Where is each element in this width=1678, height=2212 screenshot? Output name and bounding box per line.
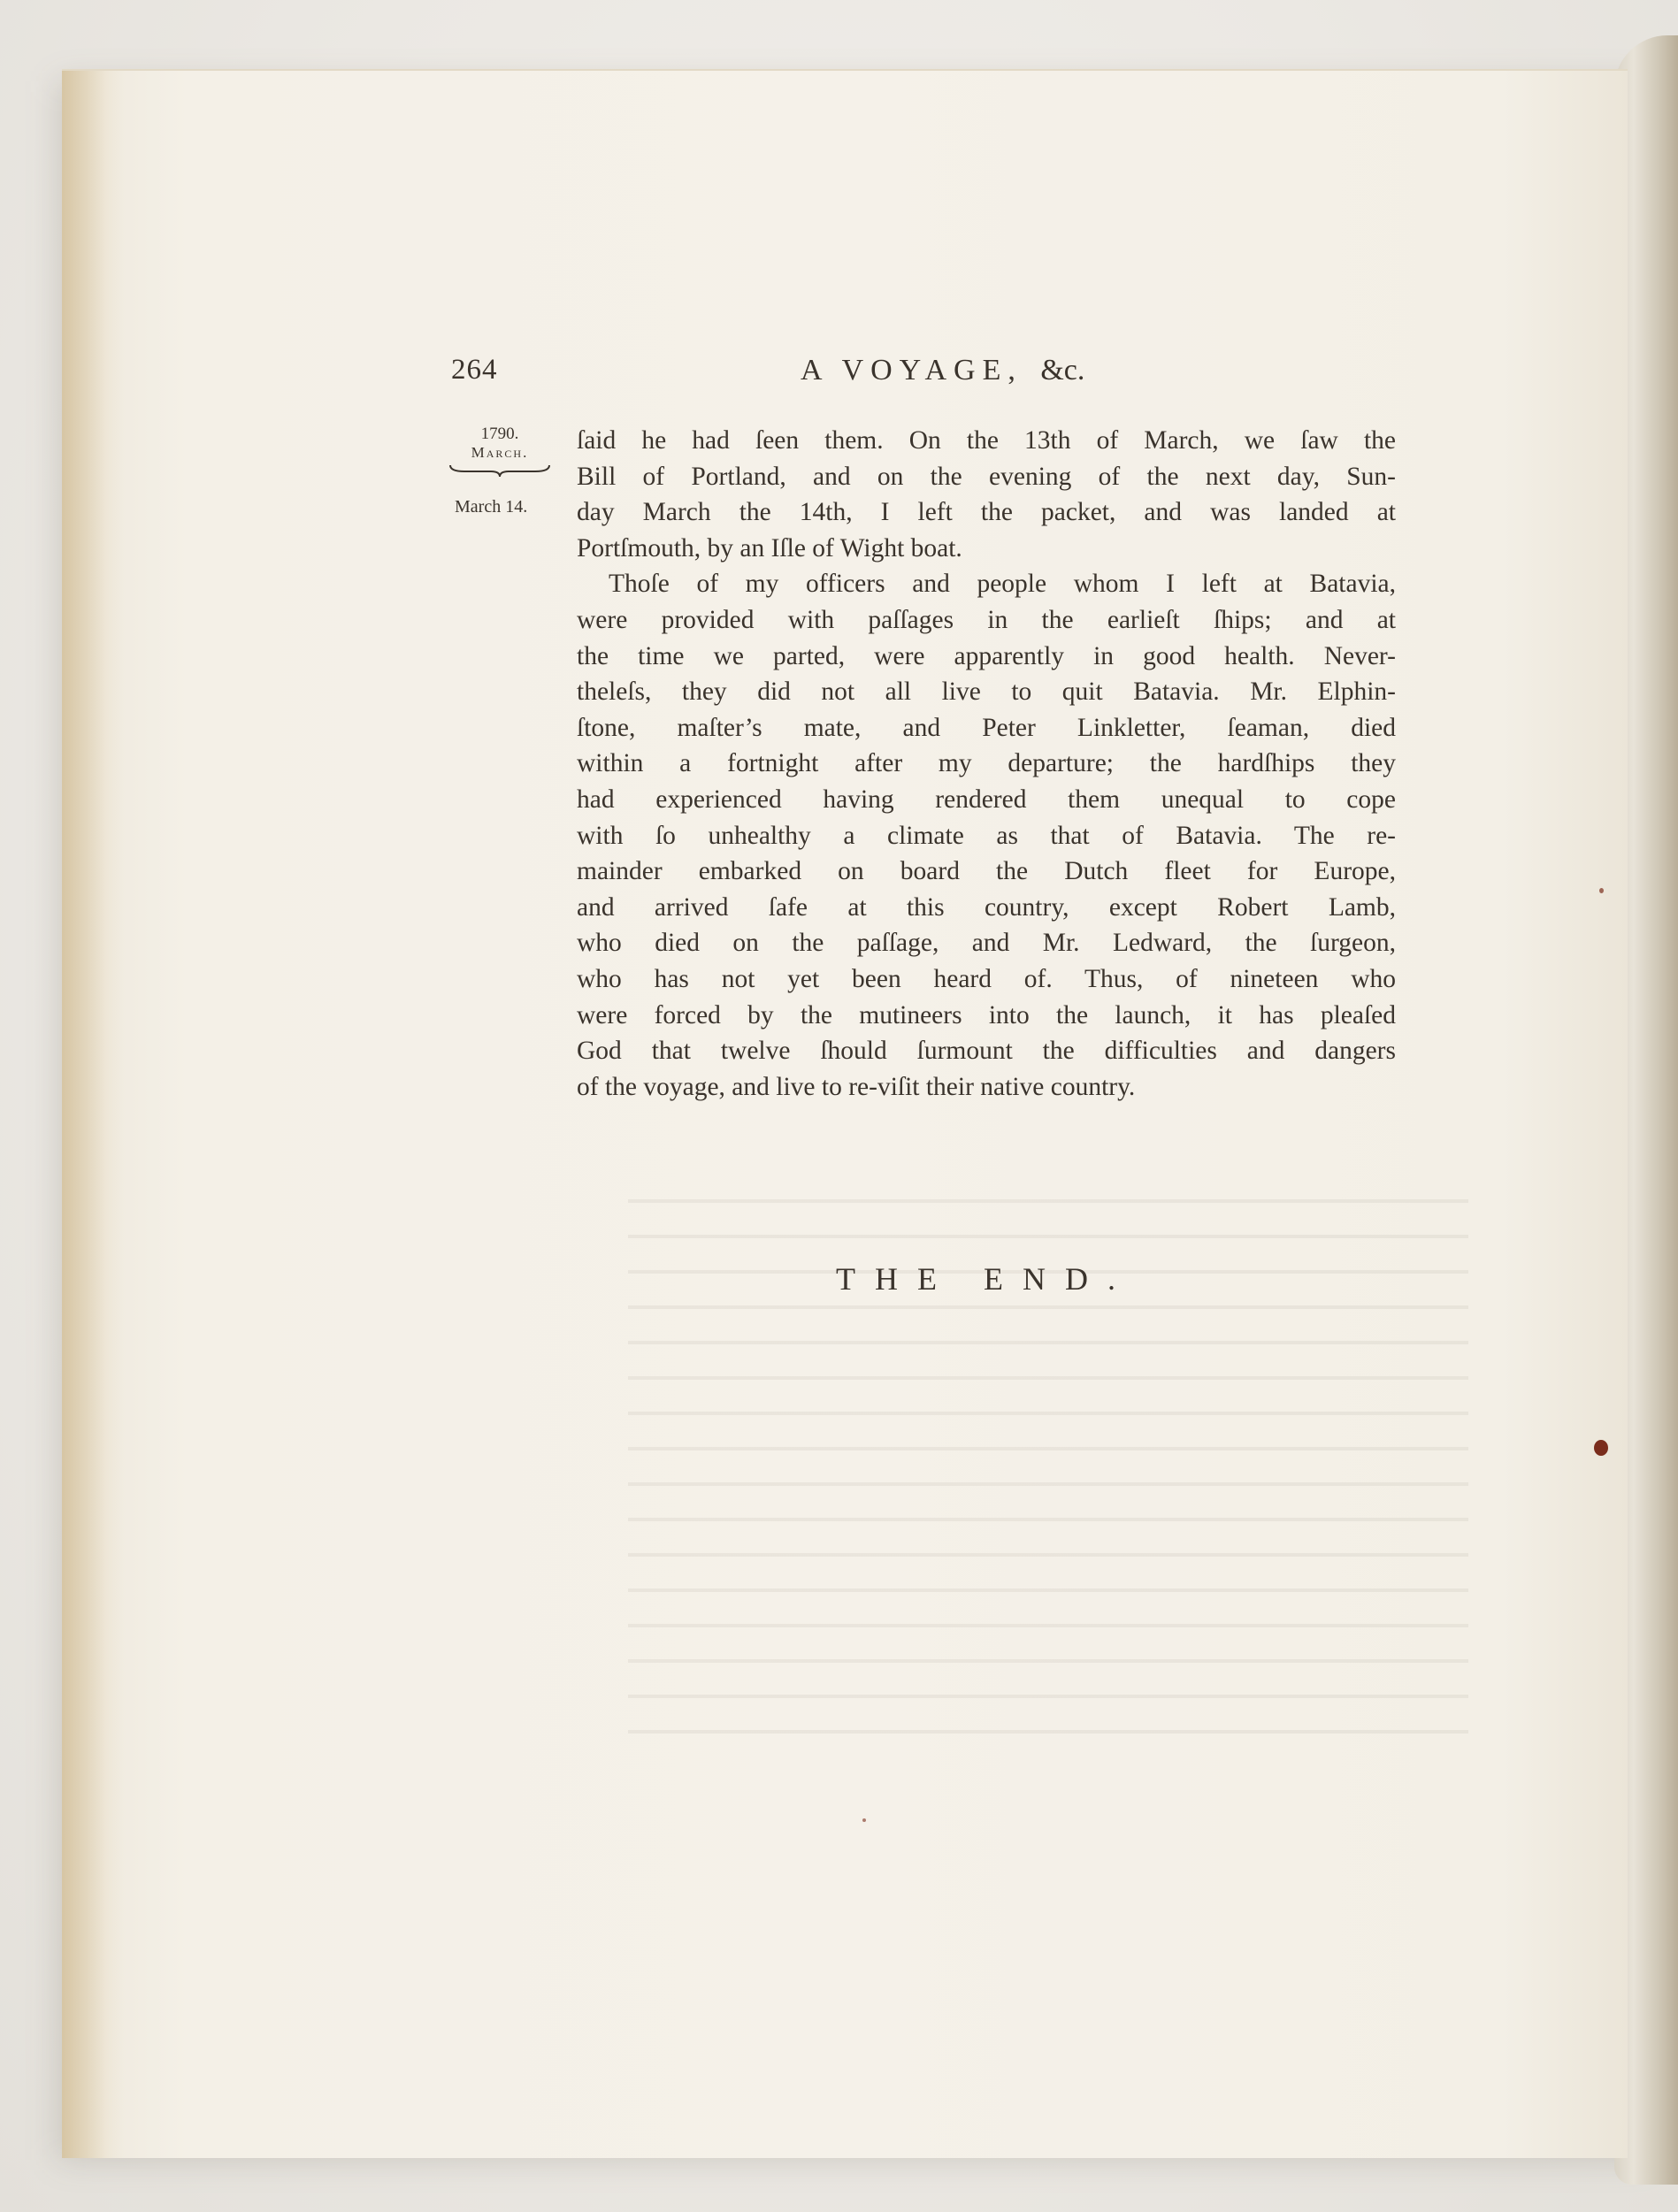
text-line: and arrived ſafe at this country, except Robert Lamb,: [577, 892, 1396, 922]
text-line: had experienced having rendered them unequal to cope: [577, 785, 1396, 814]
header-title-text: A VOYAGE,: [801, 354, 1023, 387]
text-line: mainder embarked on board the Dutch fleet for Europe,: [577, 857, 1396, 886]
text-line: the time we parted, were apparently in good health. Never-: [577, 641, 1396, 670]
text-line: theleſs, they did not all live to quit Batavia. Mr. Elphin-: [577, 677, 1396, 707]
margin-note-year: 1790.: [480, 425, 519, 443]
text-line: Thoſe of my officers and people whom I left at Batavia,: [609, 570, 1396, 599]
text-line: were provided with paſſages in the earlieſt ſhips; and at: [577, 605, 1396, 634]
text-line: ſaid he had ſeen them. On the 13th of March, we ſaw the: [577, 426, 1396, 455]
margin-note: [442, 425, 557, 518]
text-line: Portſmouth, by an Iſle of Wight boat.: [577, 533, 962, 563]
text-line: who died on the paſſage, and Mr. Ledward, the ſurgeon,: [577, 929, 1396, 958]
ink-speck: [862, 1818, 866, 1822]
text-line: day March the 14th, I left the packet, and was landed at: [577, 498, 1396, 527]
header-title: [801, 354, 1084, 387]
text-line: Bill of Portland, and on the evening of the next day, Sun-: [577, 462, 1396, 491]
ink-speck: [1599, 888, 1604, 893]
text-line: within a fortnight after my departure; the hardſhips they: [577, 749, 1396, 778]
page-number: 264: [451, 354, 498, 386]
brace-icon: [448, 463, 551, 478]
text-line: who has not yet been heard of. Thus, of nineteen who: [577, 964, 1396, 993]
text-line: were forced by the mutineers into the launch, it has pleaſed: [577, 1000, 1396, 1029]
text-line: God that twelve ſhould ſurmount the difficulties and dangers: [577, 1037, 1396, 1066]
the-end-heading: THE END.: [836, 1261, 1135, 1297]
header-title-suffix: &c.: [1040, 354, 1085, 387]
page-foxing: [62, 71, 124, 2158]
text-line: ſtone, maſter’s mate, and Peter Linkletter, ſeaman, died: [577, 713, 1396, 742]
margin-note-date: March 14.: [455, 497, 528, 517]
text-line: with ſo unhealthy a climate as that of Batavia. The re-: [577, 821, 1396, 850]
ink-spot: [1594, 1440, 1608, 1456]
body-text: [577, 423, 1396, 1105]
text-line: of the voyage, and live to re-viſit their native country.: [577, 1072, 1136, 1101]
running-head: [451, 354, 1345, 398]
margin-note-month: March.: [471, 444, 529, 461]
